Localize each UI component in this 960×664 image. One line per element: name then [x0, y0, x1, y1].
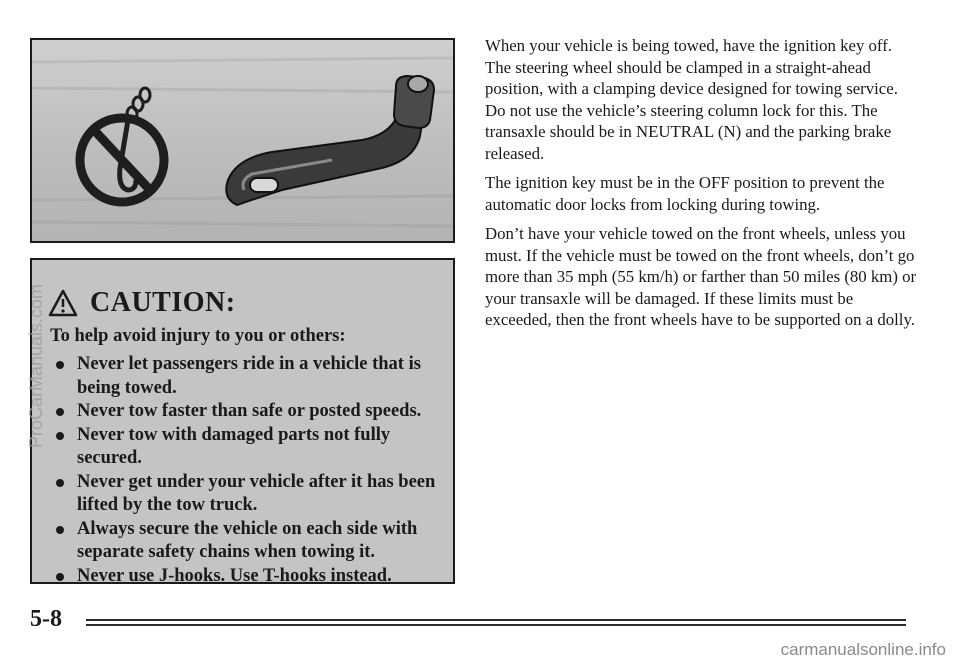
t-hook-icon: [226, 76, 434, 205]
paragraph: When your vehicle is being towed, have the ignition key off. The steering wheel should be clamped in a straight-ahead position, with a clamping device designed for towing service. Do not use the vehicle’s steering column lock for this. The transaxle should be in NEUTRAL (N) and the parking brake released.: [485, 36, 898, 163]
bullet-icon: [56, 526, 64, 534]
caution-item: Never get under your vehicle after it has been lifted by the tow truck.: [50, 471, 450, 518]
towing-hook-illustration: [30, 38, 455, 243]
caution-box: [30, 258, 455, 584]
paragraph: Don’t have your vehicle towed on the front wheels, unless you must. If the vehicle must be towed on the front wheels, don’t go more than 35 mph (55 km/h) or farther than 50 miles (80 km) or your transaxle will be damaged. If these limits must be exceeded, then the front wheels have to be supported on a dolly.: [485, 224, 917, 329]
bullet-icon: [56, 432, 64, 440]
bullet-icon: [56, 361, 64, 369]
caution-item: Always secure the vehicle on each side with separate safety chains when towing it.: [50, 518, 450, 565]
caution-item: Never let passengers ride in a vehicle that is being towed.: [50, 353, 450, 400]
prohibited-j-hook-icon: [80, 88, 164, 202]
footer-rule: [86, 619, 906, 626]
warning-triangle-icon: [48, 289, 78, 317]
bullet-icon: [56, 408, 64, 416]
page-number: 5-8: [30, 606, 62, 632]
watermark: ProCarManuals.com: [26, 283, 46, 448]
caution-title: CAUTION:: [90, 287, 236, 318]
source-watermark: carmanualsonline.info: [780, 640, 946, 659]
caution-item: Never tow faster than safe or posted speeds.: [50, 400, 450, 424]
paragraph: The ignition key must be in the OFF position to prevent the automatic door locks from locking during towing.: [485, 173, 885, 214]
bullet-icon: [56, 479, 64, 487]
caution-list: [50, 353, 450, 588]
hook-drawing: [32, 40, 453, 241]
towing-instructions: [485, 35, 917, 339]
caution-intro: To help avoid injury to you or others:: [50, 326, 346, 346]
caution-item: Never tow with damaged parts not fully secured.: [50, 424, 450, 471]
caution-item: Never use J-hooks. Use T-hooks instead.: [50, 565, 450, 589]
bullet-icon: [56, 573, 64, 581]
caution-header: [48, 284, 236, 322]
